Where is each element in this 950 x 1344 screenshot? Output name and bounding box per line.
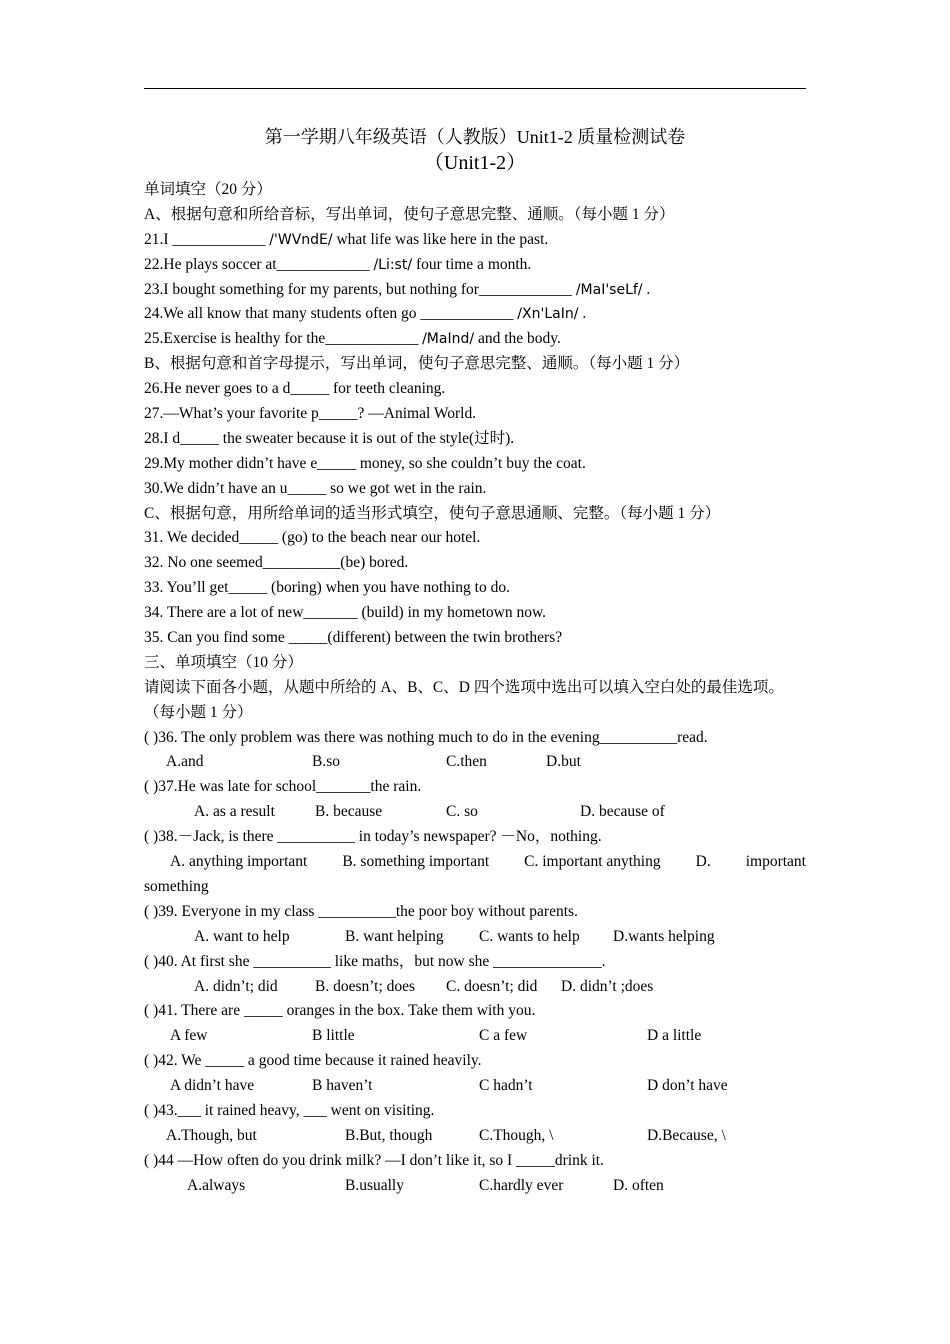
option-c: C.hardly ever xyxy=(479,1176,564,1194)
options-40 xyxy=(144,975,806,1000)
question-42: ( )42. We _____ a good time because it rained heavily. xyxy=(144,1052,482,1070)
option-d: D. didn’t ;does xyxy=(561,977,654,995)
option-a: A.always xyxy=(187,1176,246,1194)
option-d: D don’t have xyxy=(647,1077,728,1095)
header-rule xyxy=(144,88,806,89)
option-c: C.Though, \ xyxy=(479,1126,554,1144)
question-30: 30.We didn’t have an u_____ so we got wet in the rain. xyxy=(144,479,487,497)
option-a: A didn’t have xyxy=(170,1077,255,1095)
page-title: 第一学期八年级英语（人教版）Unit1-2 质量检测试卷 xyxy=(264,127,686,147)
option-a: A. didn’t; did xyxy=(194,977,278,995)
question-38: ( )38.－Jack, is there __________ in today’s newspaper? －No，nothing. xyxy=(144,828,602,846)
phonetic: /MaInd/ xyxy=(422,331,475,348)
option-b: B haven’t xyxy=(312,1077,373,1095)
question-36: ( )36. The only problem was there was nothing much to do in the evening__________read. xyxy=(144,728,708,746)
page-subtitle: （Unit1-2） xyxy=(423,152,527,174)
phonetic: /Li:st/ xyxy=(373,256,413,273)
option-d: D. often xyxy=(613,1176,664,1194)
question-26: 26.He never goes to a d_____ for teeth cleaning. xyxy=(144,380,446,398)
instruction: A、根据句意和所给音标，写出单词，使句子意思完整、通顺。（每小题 1 分） xyxy=(144,205,675,223)
instruction: C、根据句意，用所给单词的适当形式填空，使句子意思通顺、完整。（每小题 1 分） xyxy=(144,504,721,522)
question-34: 34. There are a lot of new_______ (build) in my hometown now. xyxy=(144,604,547,622)
option-d: D. because of xyxy=(580,803,665,821)
question-43: ( )43.___ it rained heavy, ___ went on visiting. xyxy=(144,1101,435,1119)
option-c: C. so xyxy=(446,803,478,821)
question-27: 27.—What’s your favorite p_____? —Animal World. xyxy=(144,405,477,423)
option-c: C a few xyxy=(479,1027,528,1045)
option-c: C hadn’t xyxy=(479,1077,533,1095)
option-c: C. doesn’t; did xyxy=(446,977,538,995)
instruction: （每小题 1 分） xyxy=(144,703,253,721)
options-43 xyxy=(144,1124,806,1149)
option-d: D a little xyxy=(647,1027,702,1045)
section-heading: 三、单项填空（10 分） xyxy=(144,653,303,671)
question-33: 33. You’ll get_____ (boring) when you have nothing to do. xyxy=(144,579,510,597)
option-c: C. wants to help xyxy=(479,927,580,945)
option-d-text: important xyxy=(745,853,806,871)
question-25: 25.Exercise is healthy for the____________ /MaInd/ and the body. xyxy=(144,330,561,348)
option-b: B. doesn’t; does xyxy=(315,977,416,995)
option-a: A. want to help xyxy=(194,927,290,945)
option-b: B.so xyxy=(312,753,340,771)
question-39: ( )39. Everyone in my class __________the poor boy without parents. xyxy=(144,902,578,920)
options-42 xyxy=(144,1074,806,1099)
section-heading: 单词填空（20 分） xyxy=(144,181,272,198)
question-24: 24.We all know that many students often go ____________ /Xn'LaIn/ . xyxy=(144,305,587,323)
options-37 xyxy=(144,800,806,825)
option-b: B.usually xyxy=(345,1176,404,1194)
option-wrap: something xyxy=(144,877,209,895)
options-36 xyxy=(144,750,806,775)
option-a: A.Though, but xyxy=(166,1126,257,1144)
option-d: D. xyxy=(695,853,711,871)
phonetic: /Xn'LaIn/ xyxy=(517,306,579,323)
option-d: D.Because, \ xyxy=(647,1126,726,1144)
question-37: ( )37.He was late for school_______the rain. xyxy=(144,778,422,796)
option-a: A. as a result xyxy=(194,803,275,821)
question-40: ( )40. At first she __________ like maths，but now she ______________. xyxy=(144,952,606,970)
option-b: B. something important xyxy=(342,853,490,871)
options-39 xyxy=(144,925,806,950)
option-b: B little xyxy=(312,1027,355,1045)
question-41: ( )41. There are _____ oranges in the box. Take them with you. xyxy=(144,1002,536,1020)
phonetic: /MaI'seLf/ xyxy=(575,281,643,298)
phonetic: /'WVndE/ xyxy=(269,231,333,248)
question-44: ( )44 —How often do you drink milk? —I don’t like it, so I _____drink it. xyxy=(144,1151,604,1169)
option-a: A few xyxy=(170,1027,208,1045)
question-28: 28.I d_____ the sweater because it is out of the style(过时). xyxy=(144,429,515,447)
option-b: B. want helping xyxy=(345,927,444,945)
question-22: 22.He plays soccer at____________ /Li:st/ four time a month. xyxy=(144,255,532,273)
question-31: 31. We decided_____ (go) to the beach near our hotel. xyxy=(144,529,481,547)
question-23: 23.I bought something for my parents, but nothing for____________ /MaI'seLf/ . xyxy=(144,280,651,298)
question-32: 32. No one seemed__________(be) bored. xyxy=(144,554,409,572)
option-a: A. anything important xyxy=(170,853,308,871)
question-29: 29.My mother didn’t have e_____ money, so she couldn’t buy the coat. xyxy=(144,454,586,472)
option-d: D.wants helping xyxy=(613,927,715,945)
worksheet-body xyxy=(144,178,806,1199)
option-b: B.But, though xyxy=(345,1126,433,1144)
instruction: 请阅读下面各小题，从题中所给的 A、B、C、D 四个选项中选出可以填入空白处的最佳选项。 xyxy=(144,678,784,696)
question-35: 35. Can you find some _____(different) between the twin brothers? xyxy=(144,629,563,647)
option-d: D.but xyxy=(546,753,581,771)
options-38 xyxy=(144,850,806,875)
option-c: C. important anything xyxy=(524,853,661,871)
options-41 xyxy=(144,1024,806,1049)
option-c: C.then xyxy=(446,753,487,771)
options-44 xyxy=(144,1174,806,1199)
instruction: B、根据句意和首字母提示，写出单词，使句子意思完整、通顺。（每小题 1 分） xyxy=(144,355,690,373)
option-a: A.and xyxy=(166,753,204,771)
option-b: B. because xyxy=(315,803,383,821)
question-21: 21.I ____________ /'WVndE/ what life was like here in the past. xyxy=(144,230,549,248)
